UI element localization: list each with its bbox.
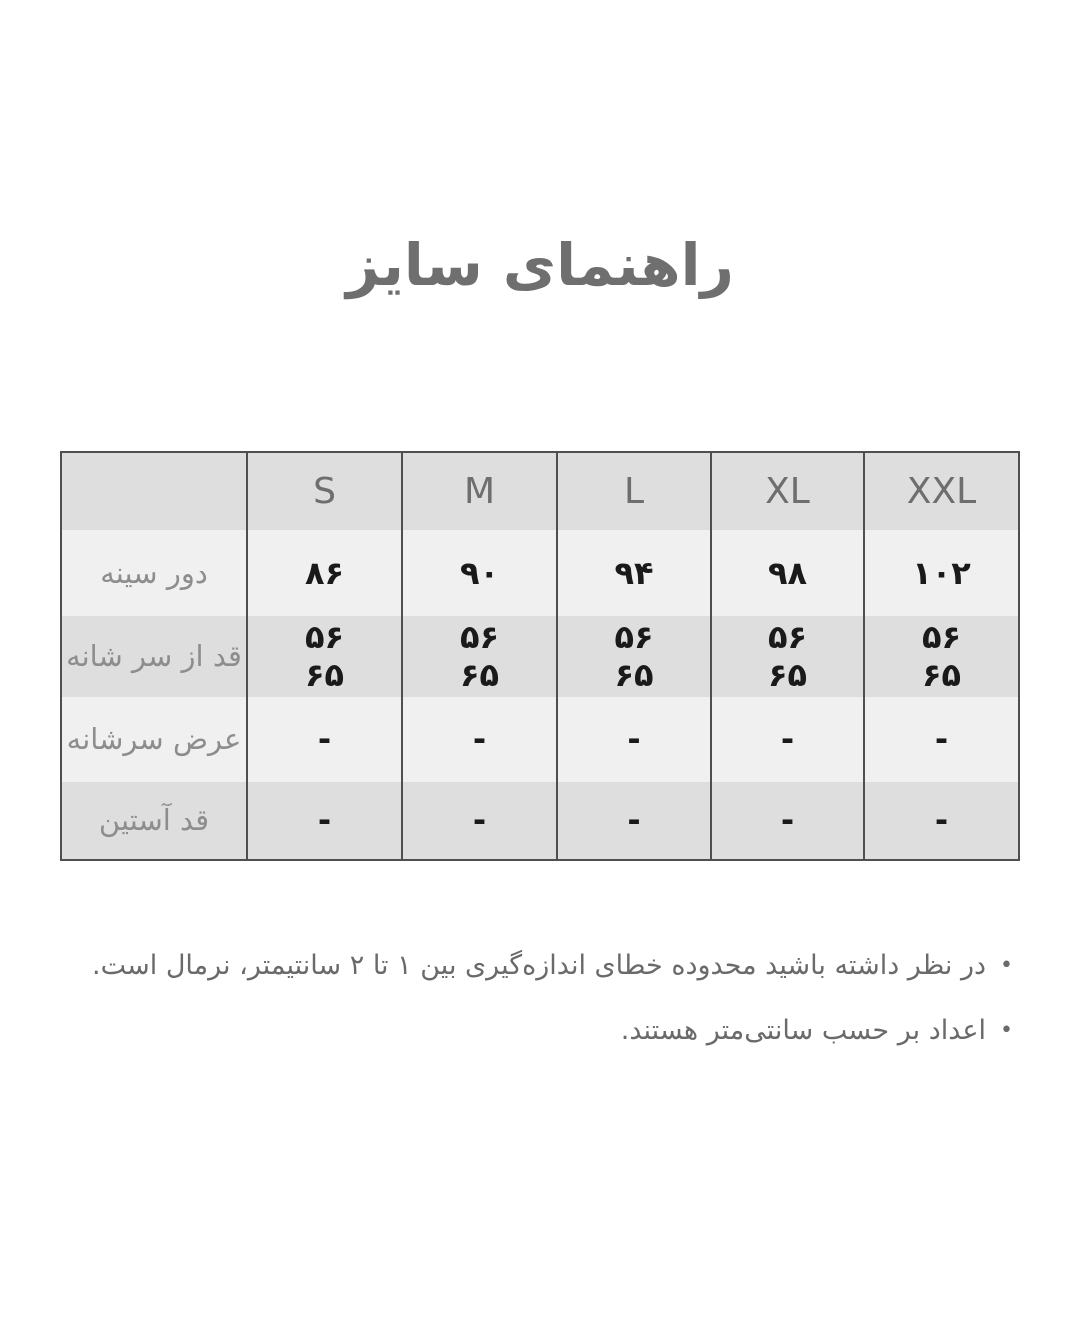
cell-value-top: ۵۶ <box>614 618 654 657</box>
table-cell: - <box>711 782 864 860</box>
cell-value-top: ۵۶ <box>767 618 808 657</box>
corner-cell <box>61 452 247 530</box>
cell-value-top: ۵۶ <box>921 618 962 657</box>
table-row-shoulder-width <box>61 697 1019 782</box>
note-text: در نظر داشته باشید محدوده خطای اندازه‌گیری بین ۱ تا ۲ سانتیمتر، نرمال است. <box>92 949 987 981</box>
row-label-chest-circumference: دور سینه <box>61 530 247 616</box>
size-column-header-m: M <box>402 452 557 530</box>
row-label-shoulder-width: عرض سرشانه <box>61 697 247 782</box>
cell-value-bottom: ۶۵ <box>767 656 808 695</box>
table-cell: ۸۶ <box>247 530 402 616</box>
page-title: راهنمای سایز <box>346 231 734 299</box>
table-cell: ۹۴ <box>557 530 711 616</box>
note-measurement-error <box>61 949 1013 983</box>
bullet-icon: • <box>1000 1017 1013 1043</box>
table-cell <box>864 616 1019 697</box>
table-cell <box>711 616 864 697</box>
size-column-header-xl: XL <box>711 452 864 530</box>
table-cell: - <box>557 697 711 782</box>
size-column-header-xxl: XXL <box>864 452 1019 530</box>
cell-value-bottom: ۶۵ <box>304 656 345 695</box>
table-cell: - <box>557 782 711 860</box>
table-cell <box>557 616 711 697</box>
table-cell: - <box>711 697 864 782</box>
table-cell: ۹۰ <box>402 530 557 616</box>
cell-value-bottom: ۶۵ <box>459 656 500 695</box>
cell-value-bottom: ۶۵ <box>614 656 654 695</box>
cell-value-bottom: ۶۵ <box>921 656 962 695</box>
table-row-sleeve-length <box>61 782 1019 860</box>
note-units <box>61 1014 1013 1048</box>
cell-value-top: ۵۶ <box>459 618 500 657</box>
row-label-length-from-shoulder: قد از سر شانه <box>61 616 247 697</box>
notes-section <box>61 949 1019 1048</box>
table-header-row <box>61 452 1019 530</box>
table-cell: ۹۸ <box>711 530 864 616</box>
table-cell: - <box>864 782 1019 860</box>
cell-value-top: ۵۶ <box>304 618 345 657</box>
table-cell: - <box>247 782 402 860</box>
table-cell: - <box>864 697 1019 782</box>
table-cell <box>402 616 557 697</box>
size-column-header-l: L <box>557 452 711 530</box>
row-label-sleeve-length: قد آستین <box>61 782 247 860</box>
table-cell: - <box>247 697 402 782</box>
note-text: اعداد بر حسب سانتی‌متر هستند. <box>620 1014 987 1046</box>
table-row-chest-circumference <box>61 530 1019 616</box>
table-cell: - <box>402 697 557 782</box>
table-cell: - <box>402 782 557 860</box>
table-cell <box>247 616 402 697</box>
bullet-icon: • <box>1000 952 1013 978</box>
table-row-length-from-shoulder <box>61 616 1019 697</box>
size-column-header-s: S <box>247 452 402 530</box>
table-cell: ۱۰۲ <box>864 530 1019 616</box>
size-guide-table <box>60 451 1020 861</box>
